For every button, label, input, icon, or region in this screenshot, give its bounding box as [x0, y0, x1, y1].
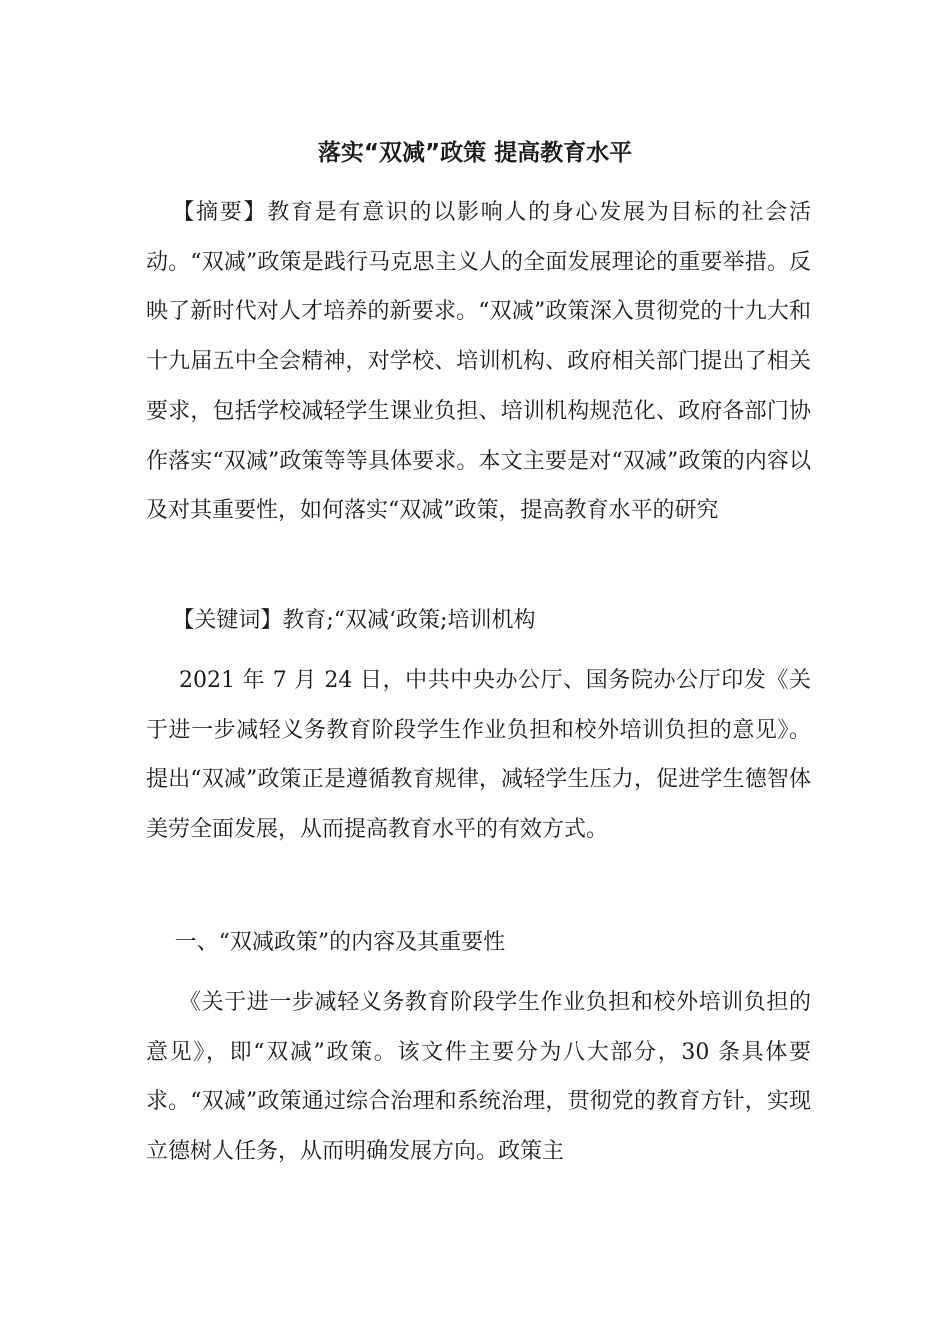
document-title: 落实“双减”政策 提高教育水平 [317, 140, 633, 166]
keywords-line: 【关键词】教育;“双减‘政策;培训机构 [172, 608, 536, 633]
section-paragraph: 《关于进一步减轻义务教育阶段学生作业负担和校外培训负担的意见》，即“双减”政策。该文件主要分为八大部分，30 条具体要求。“双减”政策通过综合治理和系统治理，贯彻党的教育方针，实现立德树人任务，从而明确发展方向。政策主 [146, 990, 811, 1165]
intro-paragraph: 2021 年 7 月 24 日，中共中央办公厅、国务院办公厅印发《关于进一步减轻义务教育阶段学生作业负担和校外培训负担的意见》。提出“双减”政策正是遵循教育规律，减轻学生压力，促进学生德智体美劳全面发展，从而提高教育水平的有效方式。 [146, 668, 811, 843]
section-heading: 一、“双减政策”的内容及其重要性 [174, 930, 506, 955]
abstract-paragraph: 【摘要】教育是有意识的以影响人的身心发展为目标的社会活动。“双减”政策是践行马克思主义人的全面发展理论的重要举措。反映了新时代对人才培养的新要求。“双减”政策深入贯彻党的十九大和十九届五中全会精神，对学校、培训机构、政府相关部门提出了相关要求，包括学校减轻学生课业负担、培训机构规范化、政府各部门协作落实“双减”政策等等具体要求。本文主要是对“双减”政策的内容以及对其重要性，如何落实“双减”政策，提高教育水平的研究 [146, 200, 811, 524]
